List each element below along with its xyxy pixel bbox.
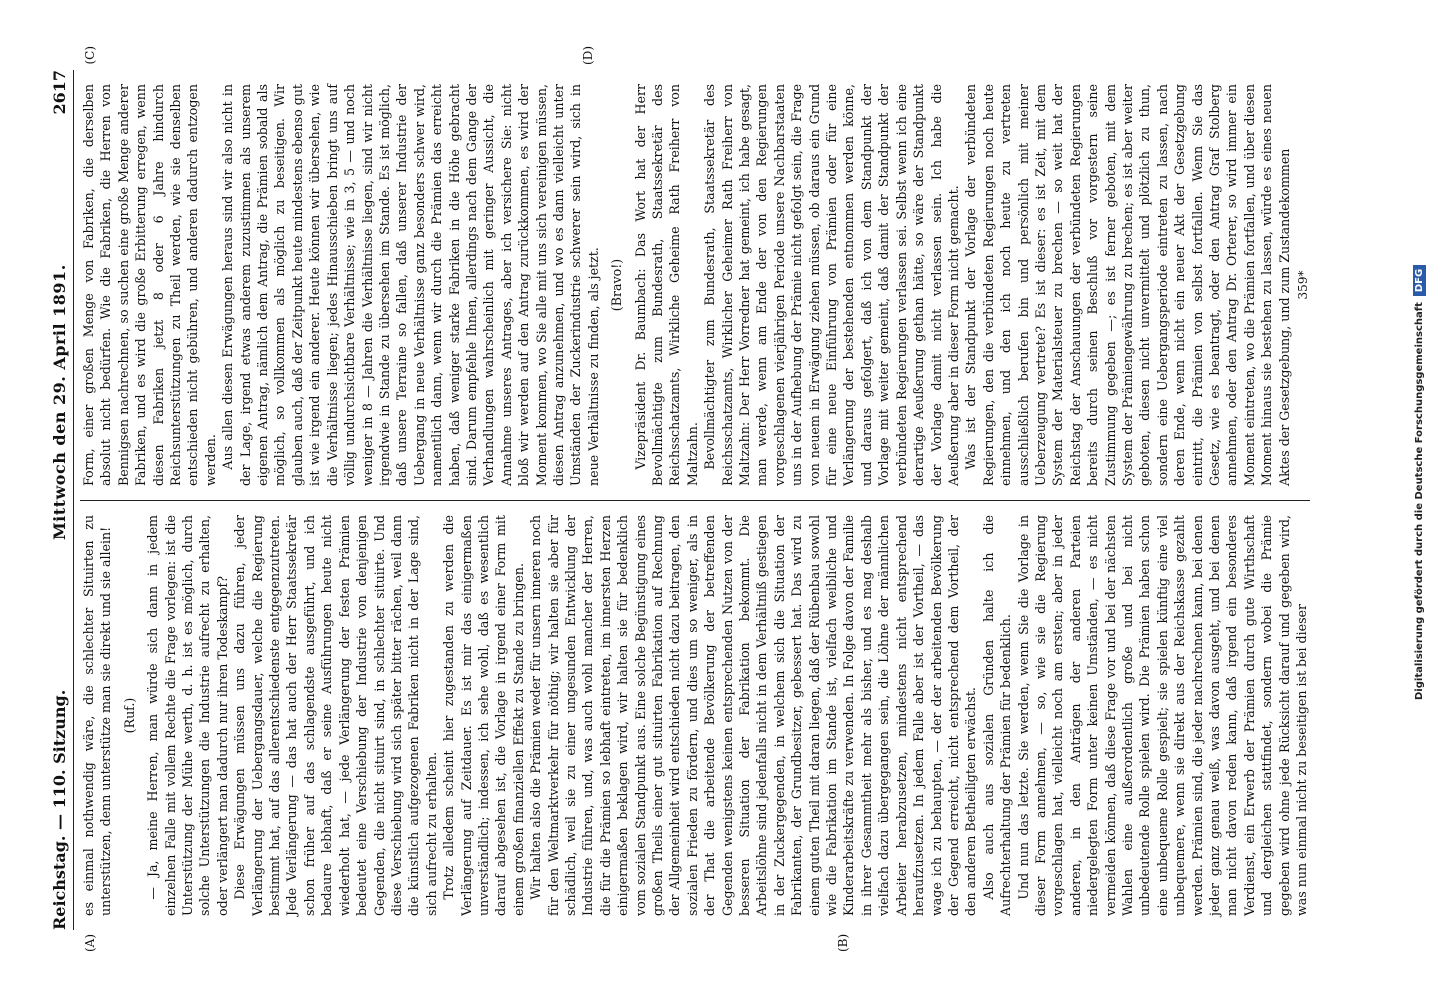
paragraph: Form, einer großen Menge von Fabriken, die derselben absolut nicht bedürfen. Wie die Fabriken, die Herren von Bennigsen nachrechnen, so suchen eine große Menge anderer Fabriken, und es wird die große Erbitterung erregen, wenn diesen Fabriken jetzt 8 oder 6 Jahre hindurch Reichsunterstützungen zu Theil werden, wie sie denselben entschieden nicht gebühren, und anderen dadurch entzogen werden. [81,84,218,486]
page-number: 2617 [50,70,69,115]
left-column [80,500,1310,952]
margin-marker-c: (C) [83,46,97,65]
page-header [50,70,74,930]
paragraph: Bevollmächtigter zum Bundesrath, Staatssekretär des Reichsschatzamts, Wirklicher Geheimer Rath Freiherr von Maltzahn: Der Herr Vorredner hat gemeint, ich habe gesagt, man werde, wenn am Ende der von den Regierungen vorgeschlagenen vierjährigen Periode unsere Nachbarstaaten uns in der Aufhebung der Prämie nicht gefolgt sein, die Frage von neuem in Erwägung ziehen müssen, ob daraus ein Grund für eine neue Einführung von Prämien oder für eine Verlängerung der bestehenden entnommen werden könne, und daraus gefolgert, daß ich von dem Standpunkt der Vorlage mit weiter gemeint, daß damit der Standpunkt der verbündeten Regierungen verlassen sei. Selbst wenn ich eine derartige Aeußerung gethan hätte, so wäre der Standpunkt der Vorlage damit nicht verlassen sein. Ich habe die Aeußerung aber in dieser Form nicht gemacht. [702,84,961,486]
dfg-logo: DFG [1413,265,1426,296]
paragraph: Was ist der Standpunkt der Vorlage der verbündeten Regierungen, den die verbündeten Regierungen noch heute einnehmen, und den ich noch heute zu vertreten ausschließlich berufen bin und persönlich mit meiner Ueberzeugung vertrete? Es ist dieser: es ist Zeit, mit dem System der Materialsteuer zu brechen — so weit hat der Reichstag der Anschauungen der verbündeten Regierungen bereits durch seinen Beschluß vor vorgestern seine Zustimmung gegeben —; es ist ferner geboten, mit dem System der Prämiengewährung zu brechen; es ist aber weiter geboten, diesen nicht unvermittelt und plötzlich zu thun, sondern eine Uebergangsperiode eintreten zu lassen, nach deren Ende, wenn nicht ein neuer Akt der Gesetzgebung eintritt, die Prämien von selbst fortfallen. Wenn Sie das Gesetz, wie es beantragt, oder den Antrag Graf Stolberg annehmen, oder den Antrag Dr. Orterer, so wird immer ein Moment eintreten, wo die Prämien fortfallen, und über diesen Moment hinaus sie bestehen zu lassen, würde es eines neuen Aktes der Gesetzgebung, und zum Zustandekommen [963,84,1292,486]
paragraph: Und nun das letzte. Sie werden, wenn Sie die Vorlage in dieser Form annehmen, — so, wie sie die Regierung vorgeschlagen hat, vielleicht noch am ersten; aber in jeder anderen, in den Anträgen der anderen Parteien niedergelegten Form unter keinen Umständen, — es nicht vermeiden können, daß diese Frage vor und bei der nächsten Wahlen eine außerordentlich große und bei nicht unbedeutende Rolle spielen wird. Die Prämien haben schon eine unbequeme Rolle gespielt; sie spielen künftig eine viel unbequemere, wenn sie direkt aus der Reichskasse gezahlt werden. Prämien sind, die jeder nachrechnen kann, bei denen jeder ganz genau weiß, was davon ausgeht, und bei denen man nicht davon reden kann, daß irgend ein besonderes Verdienst, ein Erwerb der Prämien durch gute Wirthschaft und dergleichen stattfindet, sondern wobei die Prämie gegeben wird ohne jede Rücksicht darauf und gegeben wird, was nun einmal nicht zu beseitigen ist bei dieser [1015,515,1310,916]
paragraph: — Ja, meine Herren, man würde sich dann in jedem einzelnen Falle mit vollem Rechte die Frage vorlegen: ist die Unterstützung der Mühe werth, d. h. ist es möglich, durch solche Unterstützungen die Industrie aufrecht zu erhalten, oder verlängert man dadurch nur ihren Todeskampf? [145,515,230,916]
text-columns [80,46,1311,952]
paragraph: Wir halten also die Prämien weder für unsern inneren noch für den Weltmarktverkehr für nöthig; wir halten sie aber für schädlich, weil sie zu einer ungesunden Entwicklung der Industrie führen, und, was auch wohl mancher der Herren, die für die Prämien so lebhaft eintreten, im innersten Herzen einigermaßen beklagen wird, wir halten sie für bedenklich vom sozialen Standpunkt aus. Eine solche Begünstigung eines großen Theils einer gut situirten Fabrikation auf Rechnung der Allgemeinheit wird entschieden nicht dazu beitragen, den sozialen Frieden zu fördern, und dies um so weniger, als in der That die arbeitende Bevölkerung der betreffenden Gegenden wenigstens keinen entsprechenden Nutzen von der besseren Situation der Fabrikation bekommt. Die Arbeitslöhne sind jedenfalls nicht in dem Verhältniß gestiegen in der Zuckergegenden, in welchem sich die Situation der Fabrikanten, der Grundbesitzer, gebessert hat. Das wird zu einem guten Theil mit daran liegen, daß der Rübenbau sowohl wie die Fabrikation im Stande ist, vielfach weibliche und Kinderarbeitskräfte zu verwenden. In Folge davon der Familie in ihrer Gesammtheit mehr als bisher, und es mag deshalb vielfach dazu übergegangen sein, die Löhne der männlichen Arbeiter herabzusetzen, mindestens nicht entsprechend heraufzusetzen. In jedem Falle aber ist der Vortheil, — das wage ich zu behaupten, — der der arbeitenden Bevölkerung der Gegend erreicht, nicht entsprechend dem Vortheil, der den anderen Betheiligten erwächst. [528,515,979,916]
paragraph: Also auch aus sozialen Gründen halte ich die Aufrechterhaltung der Prämien für bedenklich. [980,515,1014,916]
margin-marker-a: (A) [83,933,97,952]
speaker-paragraph: Vizepräsident Dr. Baumbach: Das Wort hat der Herr Bevollmächtigte zum Bundesrath, Staatssekretär des Reichsschatzamts, Wirkliche Geheime Rath Freiherr von Maltzahn. [632,84,700,486]
interjection: (Bravo!) [609,258,625,312]
header-left: Reichstag. — 110. Sitzung. [50,689,69,930]
margin-marker-d: (D) [581,46,595,65]
paragraph: Diese Erwägungen müssen uns dazu führen, jeder Verlängerung der Uebergangsdauer, welche die Regierung bestimmt hat, auf das allerentschiedenste entgegenzutreten. Jede Verlängerung — das hat auch der Herr Staatssekretär schon früher auf das schlagendste ausgeführt, und ich bedaure lebhaft, daß er seine Ausführungen heute nicht wiederholt hat, — jede Verlängerung der festen Prämien bedeutet eine Verschiebung der Industrie von denjenigen Gegenden, die nicht situirt sind, in schlechter situirte. Und diese Verschiebung wird sich später bitter rächen, weil dann die künstlich aufgezogenen Fabriken nicht in der Lage sind, sich aufrecht zu erhalten. [232,515,439,916]
interjection: (Ruf.) [121,697,137,734]
header-date: Mittwoch den 29. April 1891. [50,264,69,541]
paragraph: es einmal nothwendig wäre, die schlechter Situirten zu unterstützen, denn unterstütze man sie direkt und sie allein! [81,515,114,916]
paragraph: Trotz alledem scheint hier zugestanden zu werden die Verlängerung auf Zeitdauer. Es ist mir das einigermaßen unverständlich; indessen, ich sehe wohl, daß es wesentlich darauf abgesehen ist, die Vorlage in irgend einer Form mit einem großen finanziellen Effekt zu Stande zu bringen. [441,515,526,916]
sheet-mark: 359* [1296,270,1311,300]
right-column [80,46,1311,500]
credit-text: Digitalisierung gefördert durch die Deutsche Forschungsgemeinschaft [1413,302,1425,700]
digitization-credit [1405,0,1429,1000]
paragraph: Aus allen diesen Erwägungen heraus sind wir also nicht in der Lage, irgend etwas anderem zuzustimmen als unserem eigenen Antrag, nämlich dem Antrag, die Prämien sobald als möglich, so vollkommen als möglich zu beseitigen. Wir glauben auch, daß der Zeitpunkt heute mindestens ebenso gut ist wie irgend ein anderer. Heute können wir übersehen, wie die Verhältnisse liegen; jedes Hinausschieben bringt uns auf völlig undurchsichtbare Verhältnisse; wie in 3, 5 — und noch weniger in 8 — Jahren die Verhältnisse liegen, sind wir nicht irgendwie in Stande zu übersehen im Stande. Es ist möglich, daß unsere Terraine so fallen, daß unserer Industrie der Uebergang in neue Verhältnisse ganz besonders schwer wird, namentlich dann, wenn wir durch die Prämien das erreicht haben, daß weniger starke Fabriken in die Höhe gebracht sind. Darum empfehle Ihnen, allerdings nach dem Gange der Verhandlungen wahrscheinlich mit geringer Aussicht, die Annahme unseres Antrages, aber ich versichere Sie: nicht bloß wir werden auf den Antrag zurückkommen, es wird der Moment kommen, wo Sie alle mit uns sich vereinigen müssen, diesen Antrag anzunehmen, und wo es dann vielleicht unter Umständen der Zuckerindustrie schwerer sein wird, sich in neue Verhältnisse zu finden, als jetzt. [220,84,601,486]
margin-marker-b: (B) [836,933,850,952]
